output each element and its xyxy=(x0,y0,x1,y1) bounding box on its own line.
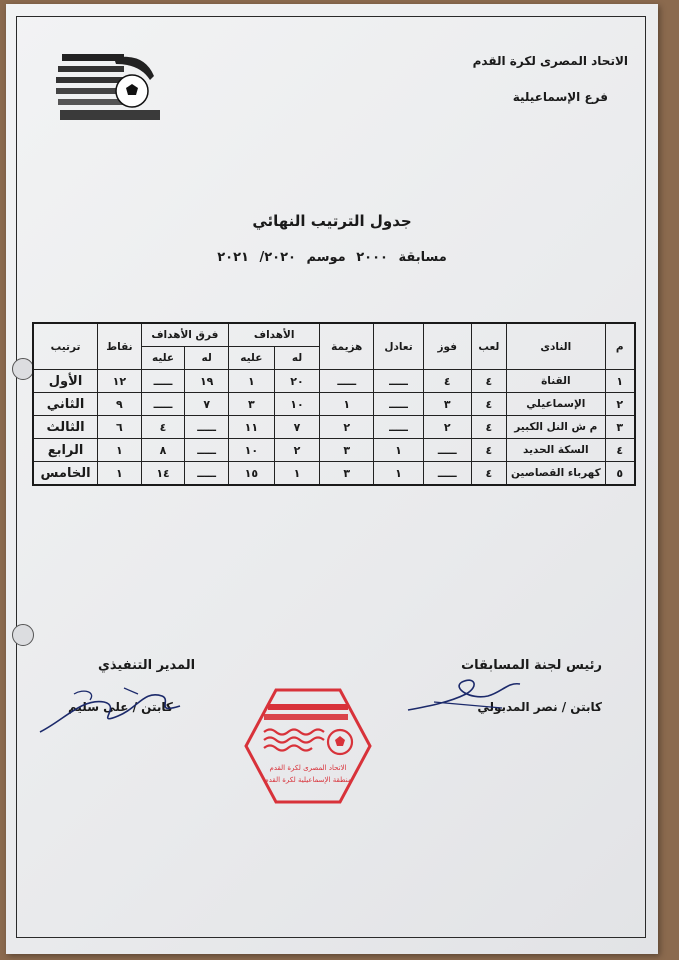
official-stamp-icon xyxy=(242,686,374,806)
row-diff-against: ٨ xyxy=(141,439,185,462)
row-num: ٢ xyxy=(605,393,635,416)
row-diff-for: ـــــ xyxy=(185,416,229,439)
col-diff: فرق الأهداف xyxy=(141,323,228,347)
table-row xyxy=(33,439,635,462)
row-goals-for: ١ xyxy=(274,462,320,486)
col-won: فوز xyxy=(423,323,471,370)
row-diff-against: ١٤ xyxy=(141,462,185,486)
row-lost: ـــــ xyxy=(320,370,374,393)
signature-scribble xyxy=(34,680,184,740)
row-played: ٤ xyxy=(471,439,507,462)
row-points: ١ xyxy=(98,439,142,462)
standings-table xyxy=(32,322,636,486)
row-club: الإسماعيلي xyxy=(507,393,605,416)
row-played: ٤ xyxy=(471,416,507,439)
row-diff-for: ـــــ xyxy=(185,439,229,462)
row-played: ٤ xyxy=(471,370,507,393)
executive-director-name: كابتن / على سليم xyxy=(68,700,173,714)
row-goals-against: ١٠ xyxy=(229,439,275,462)
committee-head-title: رئيس لجنة المسابقات xyxy=(461,658,602,673)
stamp-text-line2: منطقة الإسماعيلية لكرة القدم xyxy=(264,776,352,784)
row-points: ٩ xyxy=(98,393,142,416)
col-goals-for: له xyxy=(274,347,320,370)
row-drawn: ١ xyxy=(374,439,424,462)
col-club: النادى xyxy=(507,323,605,370)
row-goals-against: ١١ xyxy=(229,416,275,439)
row-played: ٤ xyxy=(471,393,507,416)
row-lost: ٣ xyxy=(320,439,374,462)
row-won: ـــــ xyxy=(423,462,471,486)
row-num: ٤ xyxy=(605,439,635,462)
col-diff-for: له xyxy=(185,347,229,370)
row-lost: ٣ xyxy=(320,462,374,486)
row-goals-against: ١ xyxy=(229,370,275,393)
row-played: ٤ xyxy=(471,462,507,486)
federation-logo-icon xyxy=(54,46,160,126)
row-won: ٣ xyxy=(423,393,471,416)
row-rank: الأول xyxy=(33,370,98,393)
row-won: ٤ xyxy=(423,370,471,393)
row-goals-for: ١٠ xyxy=(274,393,320,416)
page-title: جدول الترتيب النهائي xyxy=(252,212,412,230)
col-rank: ترتيب xyxy=(33,323,98,370)
row-lost: ١ xyxy=(320,393,374,416)
col-num: م xyxy=(605,323,635,370)
row-drawn: ـــــ xyxy=(374,393,424,416)
row-diff-against: ـــــ xyxy=(141,370,185,393)
document-sheet xyxy=(6,4,658,954)
row-num: ٥ xyxy=(605,462,635,486)
row-club: القناة xyxy=(507,370,605,393)
row-diff-against: ـــــ xyxy=(141,393,185,416)
branch-name: فرع الإسماعيلية xyxy=(512,90,608,104)
col-lost: هزيمة xyxy=(320,323,374,370)
row-club: السكة الحديد xyxy=(507,439,605,462)
row-num: ١ xyxy=(605,370,635,393)
row-won: ـــــ xyxy=(423,439,471,462)
row-drawn: ـــــ xyxy=(374,416,424,439)
committee-head-name: كابتن / نصر المدبولي xyxy=(477,700,602,714)
row-drawn: ـــــ xyxy=(374,370,424,393)
stamp-text-line1: الاتحاد المصرى لكرة القدم xyxy=(269,764,347,772)
col-drawn: تعادل xyxy=(374,323,424,370)
executive-director-title: المدير التنفيذي xyxy=(98,658,196,673)
signature-scribble xyxy=(404,672,524,718)
row-club: م ش النل الكبير xyxy=(507,416,605,439)
col-goals-against: عليه xyxy=(229,347,275,370)
row-diff-for: ـــــ xyxy=(185,462,229,486)
row-goals-for: ٢٠ xyxy=(274,370,320,393)
col-played: لعب xyxy=(471,323,507,370)
punch-hole xyxy=(12,624,34,646)
table-row xyxy=(33,393,635,416)
row-goals-for: ٢ xyxy=(274,439,320,462)
table-row xyxy=(33,462,635,486)
row-points: ٦ xyxy=(98,416,142,439)
table-row xyxy=(33,416,635,439)
competition-season: مسابقة ٢٠٠٠ موسم ٢٠٢٠/ ٢٠٢١ xyxy=(217,250,447,265)
col-diff-against: عليه xyxy=(141,347,185,370)
federation-name: الاتحاد المصرى لكرة القدم xyxy=(472,54,628,68)
col-goals: الأهداف xyxy=(229,323,320,347)
row-goals-against: ١٥ xyxy=(229,462,275,486)
row-diff-against: ٤ xyxy=(141,416,185,439)
row-num: ٣ xyxy=(605,416,635,439)
row-rank: الخامس xyxy=(33,462,98,486)
row-rank: الثاني xyxy=(33,393,98,416)
punch-hole xyxy=(12,358,34,380)
row-points: ١ xyxy=(98,462,142,486)
row-diff-for: ١٩ xyxy=(185,370,229,393)
table-row xyxy=(33,370,635,393)
row-lost: ٢ xyxy=(320,416,374,439)
row-goals-against: ٣ xyxy=(229,393,275,416)
row-club: كهرباء القصاصين xyxy=(507,462,605,486)
row-rank: الرابع xyxy=(33,439,98,462)
row-goals-for: ٧ xyxy=(274,416,320,439)
row-points: ١٢ xyxy=(98,370,142,393)
row-won: ٢ xyxy=(423,416,471,439)
row-diff-for: ٧ xyxy=(185,393,229,416)
row-rank: الثالث xyxy=(33,416,98,439)
col-points: نقاط xyxy=(98,323,142,370)
row-drawn: ١ xyxy=(374,462,424,486)
